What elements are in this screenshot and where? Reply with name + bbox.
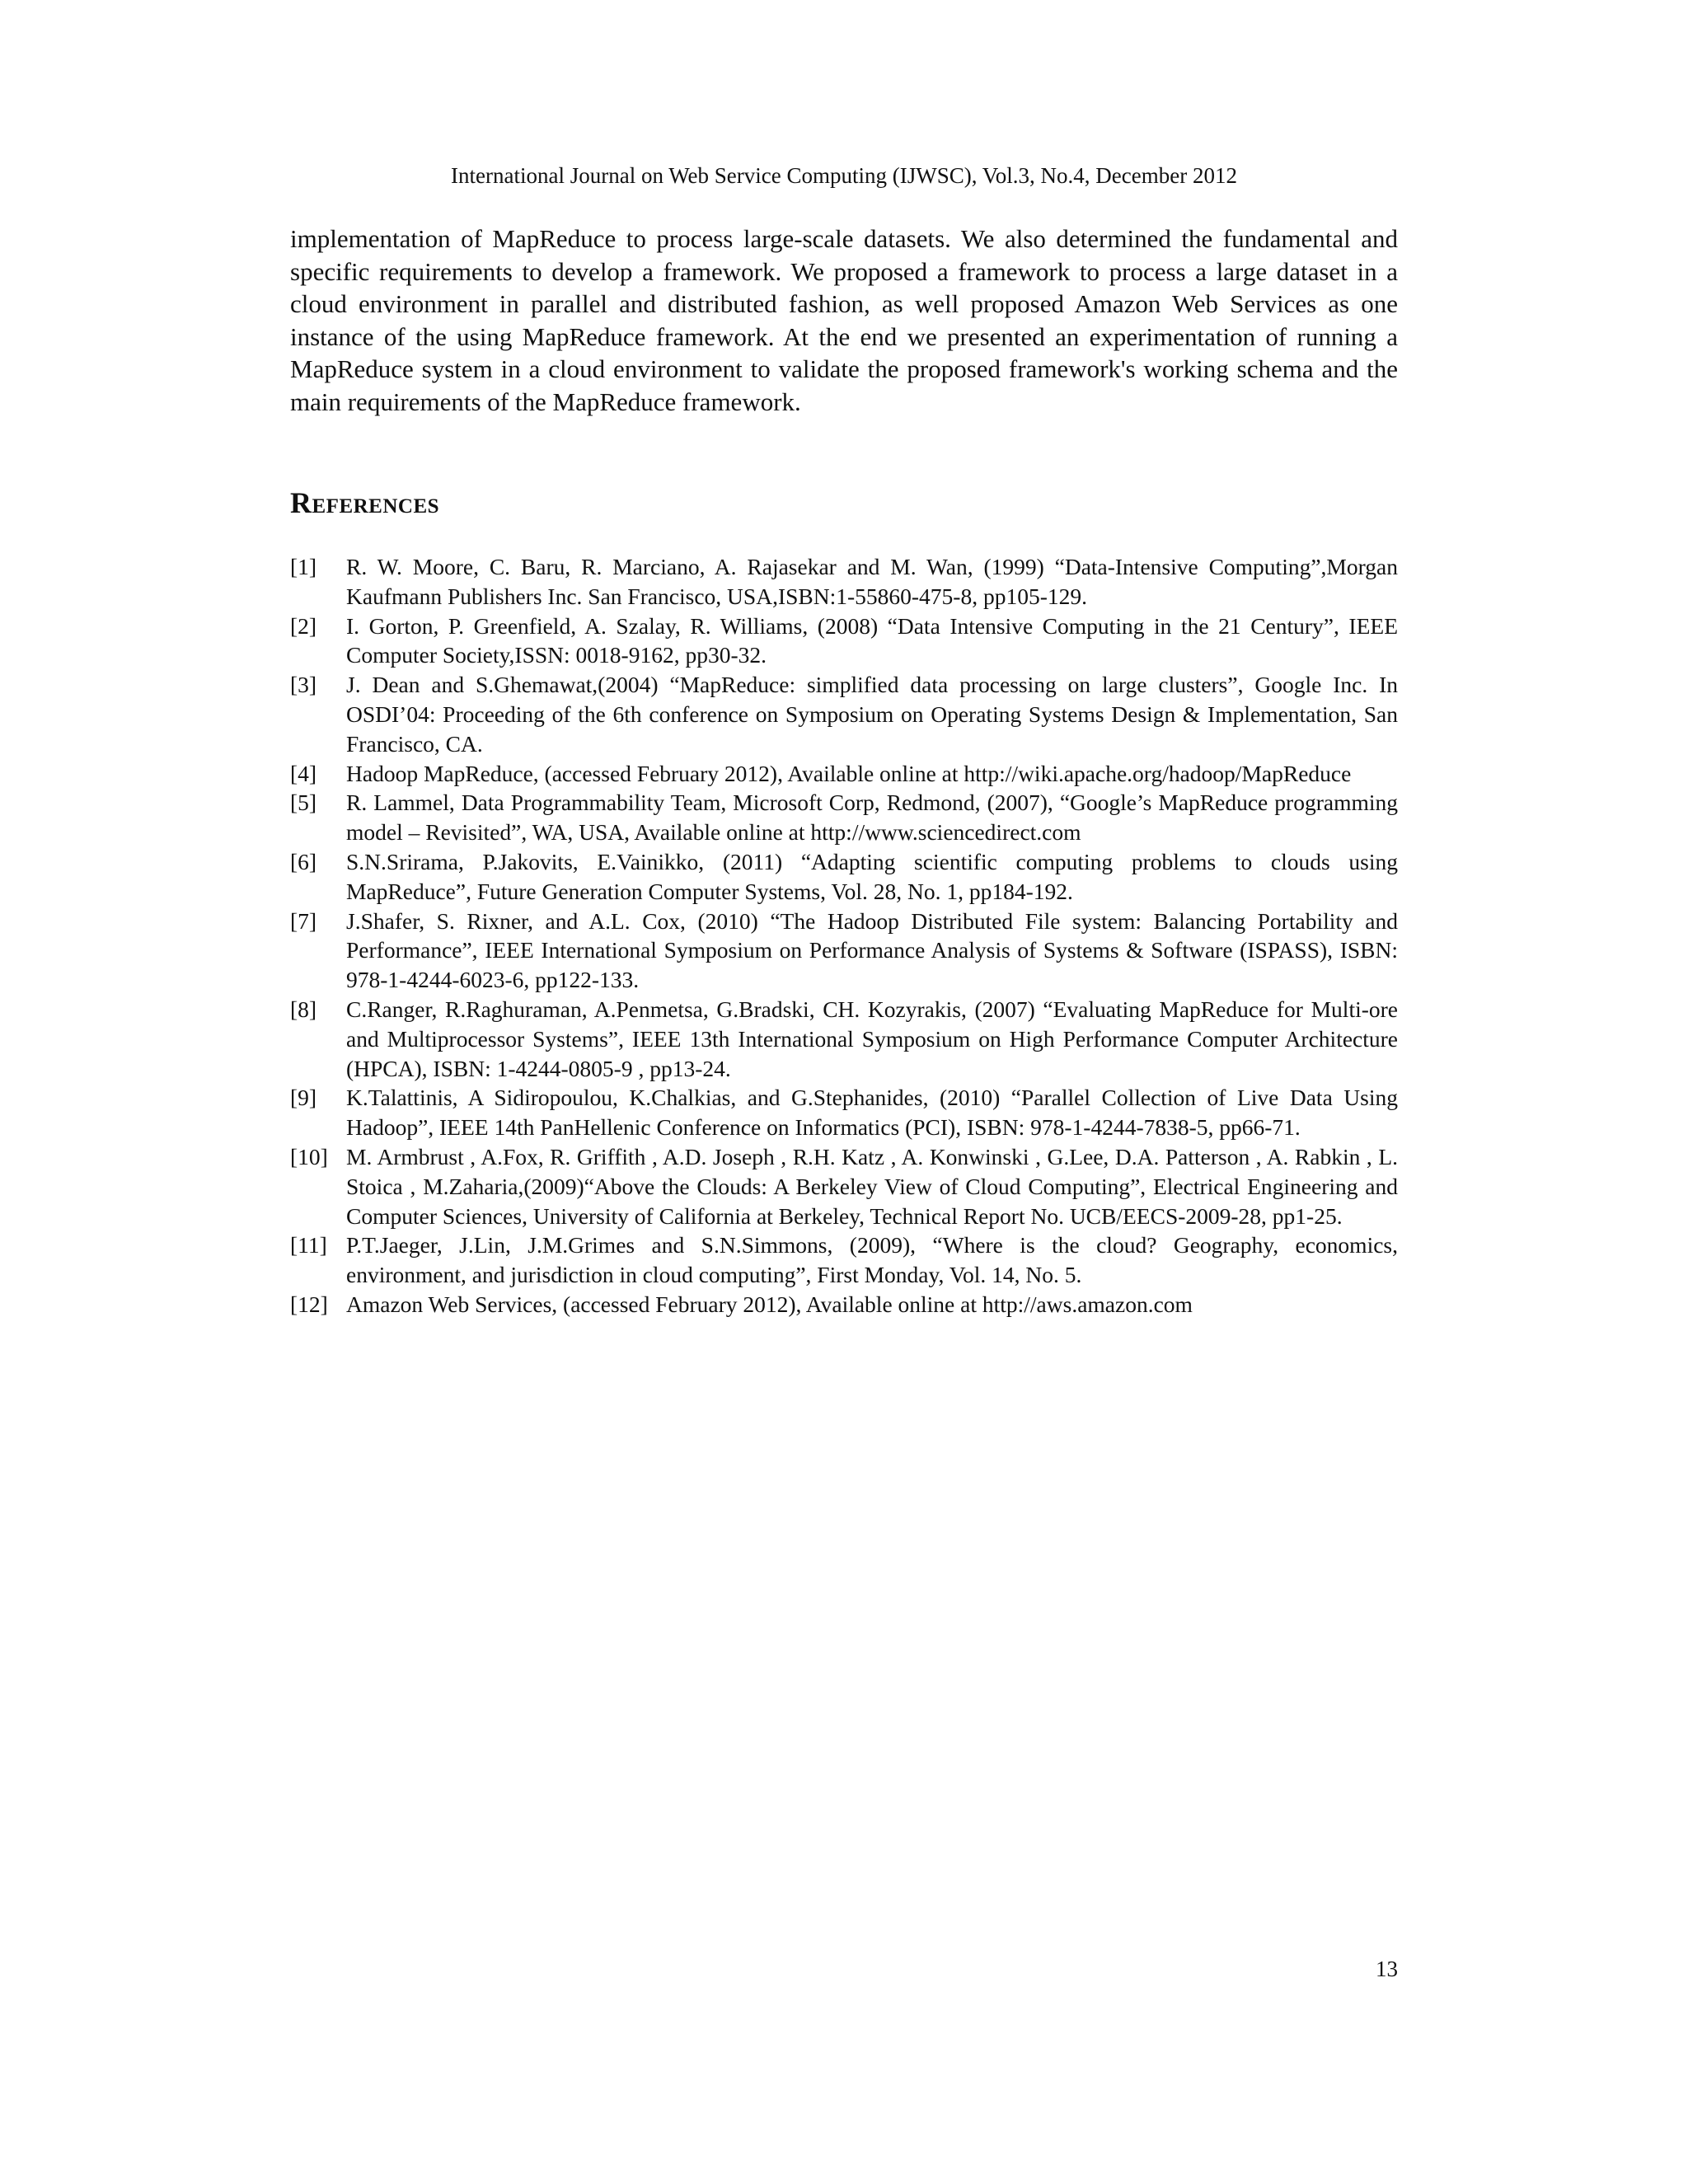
reference-number: [4]: [290, 760, 317, 786]
reference-item-12: [290, 1290, 1398, 1319]
reference-number: [10]: [290, 1143, 328, 1169]
reference-item-3: [290, 670, 1398, 758]
reference-text: I. Gorton, P. Greenfield, A. Szalay, R. Williams, (2008) “Data Intensive Computing in the 21 Century”, IEEE Computer Society,ISSN: 0018-9162, pp30-32.: [346, 612, 1398, 668]
reference-number: [3]: [290, 672, 317, 698]
reference-text: S.N.Srirama, P.Jakovits, E.Vainikko, (2011) “Adapting scientific computing problems to clouds using MapReduce”, Future Generation Computer Systems, Vol. 28, No. 1, pp184-192.: [346, 848, 1398, 904]
conclusion-paragraph: implementation of MapReduce to process large-scale datasets. We also determined the fundamental and specific requirements to develop a framework. We proposed a framework to process a large dataset in a cloud environment in parallel and distributed fashion, as well proposed Amazon Web Services as one instance of the using MapReduce framework. At the end we presented an experimentation of running a MapReduce system in a cloud environment to validate the proposed framework's working schema and the main requirements of the MapReduce framework.: [290, 224, 1398, 416]
reference-number: [5]: [290, 790, 317, 816]
reference-number: [7]: [290, 907, 317, 934]
running-header: International Journal on Web Service Computing (IJWSC), Vol.3, No.4, December 2012: [451, 163, 1237, 188]
references-heading: References: [290, 486, 440, 519]
reference-number: [11]: [290, 1232, 327, 1258]
reference-item-9: [290, 1083, 1398, 1142]
reference-item-8: [290, 995, 1398, 1083]
reference-text: P.T.Jaeger, J.Lin, J.M.Grimes and S.N.Simmons, (2009), “Where is the cloud? Geography, economics, environment, and jurisdiction in cloud computing”, First Monday, Vol. 14, No. 5.: [346, 1232, 1398, 1288]
reference-text: C.Ranger, R.Raghuraman, A.Penmetsa, G.Bradski, CH. Kozyrakis, (2007) “Evaluating MapReduce for Multi-ore and Multiprocessor Systems”, IEEE 13th International Symposium on High Performance Computer Architecture (HPCA), ISBN: 1-4244-0805-9 , pp13-24.: [346, 996, 1398, 1081]
reference-text: R. Lammel, Data Programmability Team, Microsoft Corp, Redmond, (2007), “Google’s MapReduce programming model – Revisited”, WA, USA, Available online at http://www.sciencedirect.com: [346, 790, 1398, 846]
reference-item-2: [290, 612, 1398, 671]
reference-item-1: [290, 552, 1398, 612]
reference-item-5: [290, 788, 1398, 847]
reference-list: [290, 552, 1398, 1319]
reference-number: [1]: [290, 554, 317, 579]
reference-number: [12]: [290, 1291, 328, 1317]
reference-text: J. Dean and S.Ghemawat,(2004) “MapReduce: simplified data processing on large clusters”, Google Inc. In OSDI’04: Proceeding of the 6th conference on Symposium on Operating Systems Design & Implementation, San Francisco, CA.: [346, 672, 1398, 757]
reference-text: M. Armbrust , A.Fox, R. Griffith , A.D. Joseph , R.H. Katz , A. Konwinski , G.Lee, D.A. Patterson , A. Rabkin , L. Stoica , M.Zaharia,(2009)“Above the Clouds: A Berkeley View of Cloud Computing”, Electrical Engineering and Computer Sciences, University of California at Berkeley, Technical Report No. UCB/EECS-2009-28, pp1-25.: [346, 1143, 1398, 1229]
reference-number: [2]: [290, 612, 317, 639]
reference-number: [8]: [290, 996, 317, 1022]
reference-text: J.Shafer, S. Rixner, and A.L. Cox, (2010) “The Hadoop Distributed File system: Balancing Portability and Performance”, IEEE International Symposium on Performance Analysis of Systems & Software (ISPASS), ISBN: 978-1-4244-6023-6, pp122-133.: [346, 907, 1398, 993]
reference-number: [9]: [290, 1085, 317, 1111]
reference-text: Amazon Web Services, (accessed February 2012), Available online at http://aws.amazon.com: [346, 1291, 1193, 1317]
reference-text: K.Talattinis, A Sidiropoulou, K.Chalkias, and G.Stephanides, (2010) “Parallel Collection of Live Data Using Hadoop”, IEEE 14th PanHellenic Conference on Informatics (PCI), ISBN: 978-1-4244-7838-5, pp66-71.: [346, 1085, 1398, 1141]
reference-item-11: [290, 1230, 1398, 1290]
reference-number: [6]: [290, 848, 317, 874]
reference-item-6: [290, 847, 1398, 907]
reference-text: Hadoop MapReduce, (accessed February 2012), Available online at http://wiki.apache.org/hadoop/MapReduce: [346, 760, 1352, 786]
reference-item-10: [290, 1142, 1398, 1230]
reference-text: R. W. Moore, C. Baru, R. Marciano, A. Rajasekar and M. Wan, (1999) “Data-Intensive Computing”,Morgan Kaufmann Publishers Inc. San Francisco, USA,ISBN:1-55860-475-8, pp105-129.: [346, 554, 1398, 609]
reference-item-7: [290, 907, 1398, 995]
reference-item-4: [290, 759, 1398, 789]
page-number: 13: [1376, 1957, 1398, 1981]
